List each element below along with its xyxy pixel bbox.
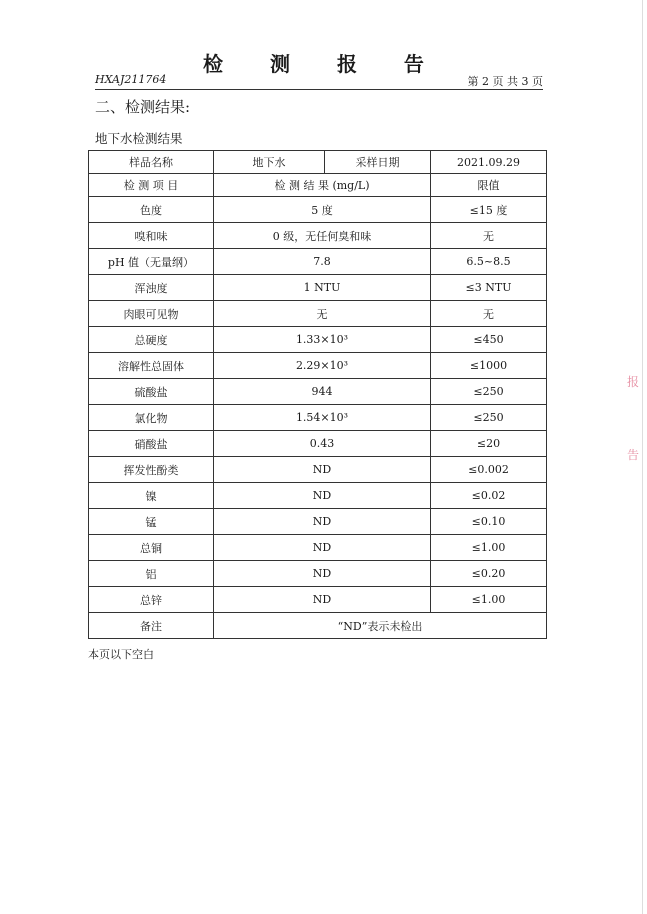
remark-text: “ND”表示未检出	[214, 613, 547, 639]
row-limit: ≤1.00	[431, 535, 547, 561]
table-row	[89, 405, 547, 431]
table-row	[89, 275, 547, 301]
table-row	[89, 197, 547, 223]
row-result: 944	[214, 379, 431, 405]
sub-heading: 地下水检测结果	[95, 131, 183, 146]
table-row	[89, 457, 547, 483]
report-number: HXAJ211764	[95, 73, 167, 86]
row-limit: ≤0.002	[431, 457, 547, 483]
row-item: 总硬度	[89, 327, 214, 353]
row-result: 1 NTU	[214, 275, 431, 301]
column-header-row	[89, 174, 547, 197]
row-limit: ≤0.10	[431, 509, 547, 535]
row-result: ND	[214, 587, 431, 613]
table-row	[89, 301, 547, 327]
row-result: ND	[214, 509, 431, 535]
table-row	[89, 353, 547, 379]
row-item: 色度	[89, 197, 214, 223]
row-limit: ≤0.20	[431, 561, 547, 587]
row-limit: ≤250	[431, 379, 547, 405]
col-limit-header: 限值	[431, 174, 547, 197]
table-row	[89, 535, 547, 561]
row-result: ND	[214, 483, 431, 509]
row-item: 肉眼可见物	[89, 301, 214, 327]
row-result: 无	[214, 301, 431, 327]
sample-date-label: 采样日期	[325, 151, 431, 174]
table-row	[89, 223, 547, 249]
row-item: 氯化物	[89, 405, 214, 431]
sample-name-label: 样品名称	[89, 151, 214, 174]
table-row	[89, 379, 547, 405]
row-item: 浑浊度	[89, 275, 214, 301]
sample-name: 地下水	[214, 151, 325, 174]
table-row	[89, 483, 547, 509]
row-limit: ≤1.00	[431, 587, 547, 613]
row-result: 1.33×10³	[214, 327, 431, 353]
row-limit: ≤1000	[431, 353, 547, 379]
stamp-char: 报	[627, 375, 640, 389]
col-result-header: 检 测 结 果 (mg/L)	[214, 174, 431, 197]
section-heading: 二、检测结果:	[95, 98, 191, 116]
row-result: 5 度	[214, 197, 431, 223]
row-limit: 无	[431, 223, 547, 249]
row-item: 锰	[89, 509, 214, 535]
report-title: 检 测 报 告	[203, 52, 444, 76]
remark-row	[89, 613, 547, 639]
row-result: 2.29×10³	[214, 353, 431, 379]
row-result: 0.43	[214, 431, 431, 457]
page-edge-line	[642, 0, 643, 914]
row-limit: ≤0.02	[431, 483, 547, 509]
row-item: 挥发性酚类	[89, 457, 214, 483]
row-result: 7.8	[214, 249, 431, 275]
results-table	[88, 150, 547, 639]
row-item: 硫酸盐	[89, 379, 214, 405]
table-row	[89, 431, 547, 457]
sample-date: 2021.09.29	[431, 151, 547, 174]
row-limit: 无	[431, 301, 547, 327]
seal-stamp	[627, 350, 641, 498]
row-result: 1.54×10³	[214, 405, 431, 431]
row-item: 总铜	[89, 535, 214, 561]
row-limit: ≤20	[431, 431, 547, 457]
table-row	[89, 249, 547, 275]
remark-label: 备注	[89, 613, 214, 639]
row-result: ND	[214, 561, 431, 587]
row-item: 总锌	[89, 587, 214, 613]
row-limit: ≤450	[431, 327, 547, 353]
row-limit: ≤250	[431, 405, 547, 431]
row-item: 镍	[89, 483, 214, 509]
page-info: 第 2 页 共 3 页	[467, 75, 543, 88]
table-row	[89, 509, 547, 535]
row-item: 铝	[89, 561, 214, 587]
row-item: pH 值（无量纲）	[89, 249, 214, 275]
table-row	[89, 561, 547, 587]
row-limit: ≤3 NTU	[431, 275, 547, 301]
row-result: 0 级，无任何臭和味	[214, 223, 431, 249]
report-meta	[95, 73, 543, 90]
sample-row	[89, 151, 547, 174]
table-row	[89, 327, 547, 353]
row-limit: 6.5~8.5	[431, 249, 547, 275]
col-item-header: 检 测 项 目	[89, 174, 214, 197]
row-item: 溶解性总固体	[89, 353, 214, 379]
footer-note: 本页以下空白	[88, 648, 154, 661]
row-item: 嗅和味	[89, 223, 214, 249]
table-row	[89, 587, 547, 613]
row-limit: ≤15 度	[431, 197, 547, 223]
stamp-char: 告	[627, 448, 640, 462]
row-result: ND	[214, 457, 431, 483]
row-item: 硝酸盐	[89, 431, 214, 457]
row-result: ND	[214, 535, 431, 561]
